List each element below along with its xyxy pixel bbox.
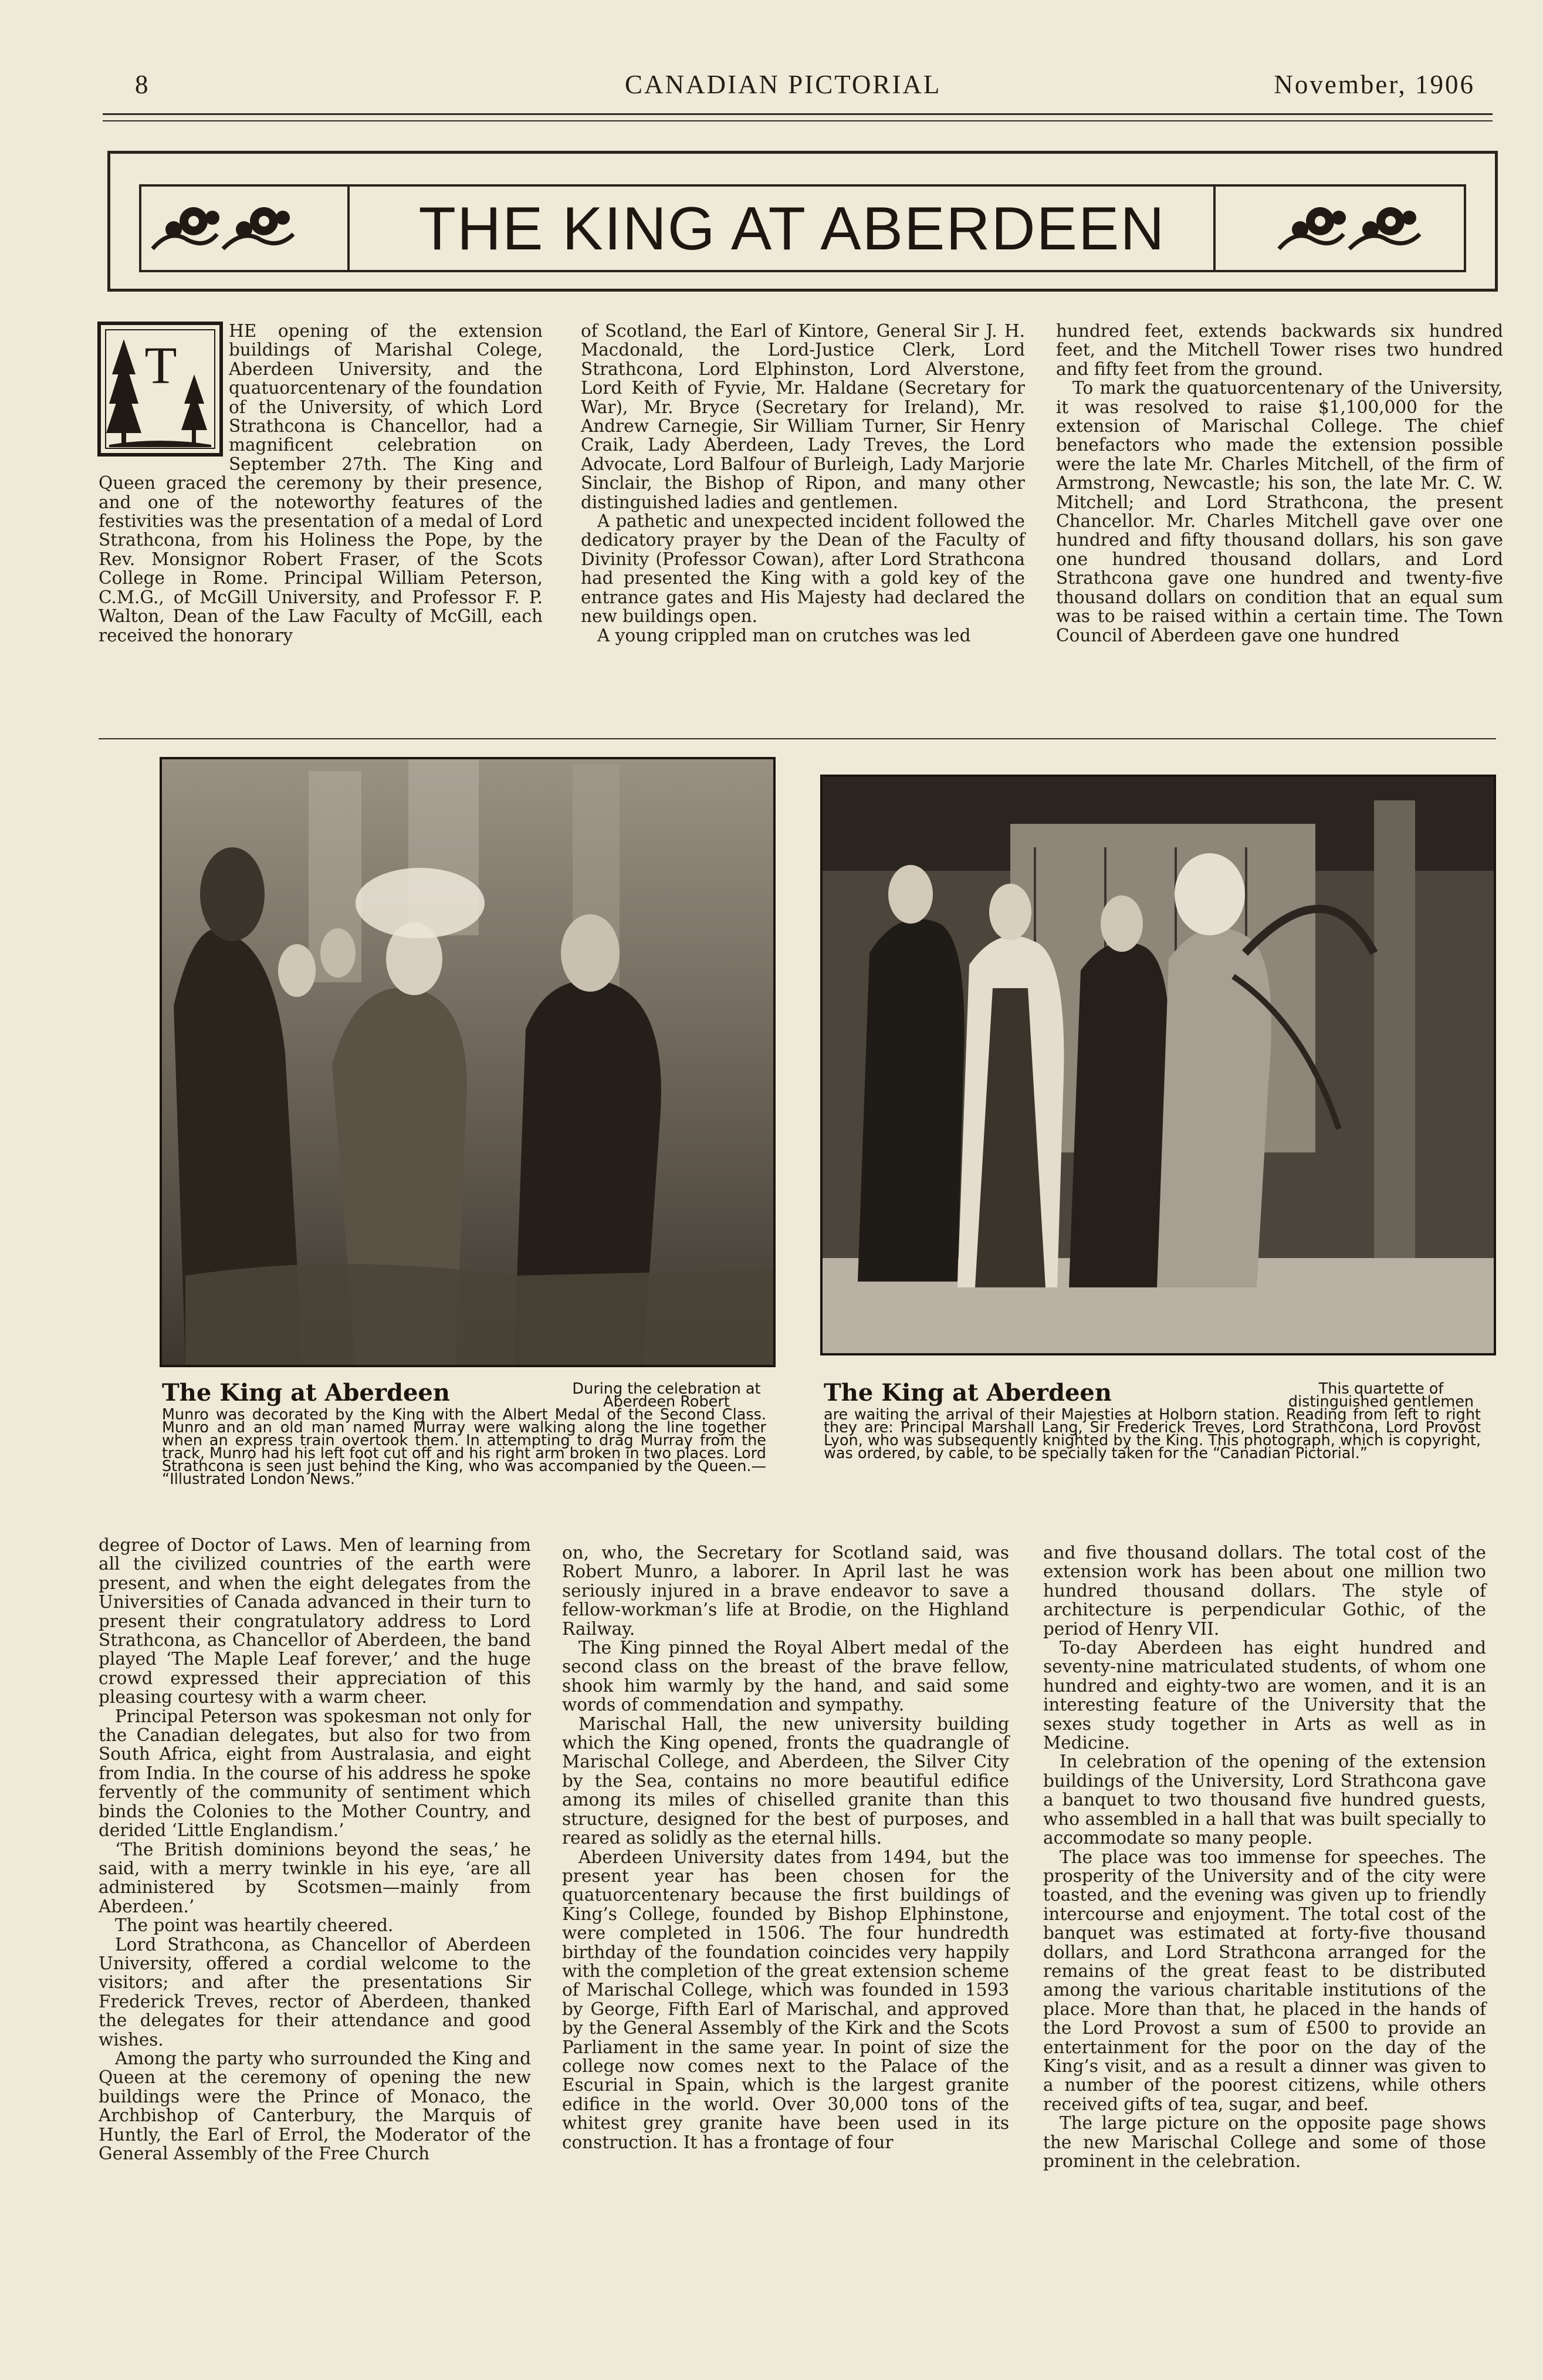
paragraph: HE opening of the extension buildings of Marishal Colege, Aberdeen University, and the quatuorcentenary of the foundation of the University, of which Lord Strathcona is Chancellor, had a magnificent celebration on September 27th. The King and Queen graced the ceremony by their presence, and one of the noteworthy features of the festivities was the presentation of a medal of Lord Strathcona, from his Holiness the Pope, by the Rev. Monsignor Robert Fraser, of the Scots College in Rome. Principal William Peterson, C.M.G., of McGill University, and Professor F. P. Walton, Dean of the Law Faculty of McGill, each received the honorary (99, 321, 543, 645)
banner-divider (1213, 184, 1216, 272)
article-column-bottom-2 (562, 1543, 1009, 2152)
issue-date: November, 1906 (1274, 70, 1475, 99)
banner-divider (347, 184, 350, 272)
paragraph: Marischal Hall, the new university building which the King opened, fronts the quadrangle of Marischal College, and Aberdeen, the Silver City by the Sea, contains no more beautiful edifice among its miles of chiselled granite than this structure, designed for the best of purposes, and reared as solidly as the eternal hills. (562, 1713, 1009, 1848)
paragraph: on, who, the Secretary for Scotland said, was Robert Munro, a laborer. In April last he was seriously injured in a brave endeavor to save a fellow-workman’s life at Brodie, on the Highland Railway. (562, 1543, 1009, 1639)
article-column-bottom-3 (1043, 1543, 1486, 2171)
paragraph: hundred feet, extends backwards six hundred feet, and the Mitchell Tower rises two hundred and fifty feet from the ground. (1056, 321, 1503, 379)
photo-king-decorating-munro (160, 757, 776, 1367)
paragraph: The place was too immense for speeches. The prosperity of the University and of the city were toasted, and the evening was given up to friendly intercourse and enjoyment. The total cost of the banquet was estimated at forty-five thousand dollars, and Lord Strathcona arranged for the remains of the great feast to be distributed among the various charitable institutions of the place. More than that, he placed in the hands of the Lord Provost a sum of £500 to provide an entertainment for the poor on the day of the King’s visit, and as a result a dinner was given to a number of the poorest citizens, while others received gifts of tea, sugar, and beef. (1043, 1847, 1486, 2114)
article-column-top-2 (581, 322, 1025, 645)
paragraph: The King pinned the Royal Albert medal of the second class on the breast of the brave fellow, shook him warmly by the hand, and said some words of commendation and sympathy. (562, 1638, 1009, 1715)
banner-title: THE KING AT ABERDEEN (418, 195, 1166, 263)
paragraph: The large picture on the opposite page shows the new Marischal College and some of those prominent in the celebration. (1043, 2113, 1486, 2171)
paragraph: Aberdeen University dates from 1494, but the present year has been chosen for the quatuorcentenary because the first buildings of King’s College, founded by Bishop Elphinstone, were completed in 1506. The four hundredth birthday of the foundation coincides very happily with the completion of the great extension scheme of Marischal College, which was founded in 1593 by George, Fifth Earl of Marischal, and approved by the General Assembly of the Kirk and the Scots Parliament in the same year. In point of size the college now comes next to the Palace of the Escurial in Spain, which is the largest granite edifice in the world. Over 30,000 tons of the whitest grey granite have been used in its construction. It has a frontage of four (562, 1847, 1009, 2152)
dropcap-letter: T (144, 337, 177, 395)
photo-caption-left (162, 1380, 766, 1486)
caption-lead: This quartette of distinguished gentlemen (1288, 1380, 1474, 1411)
paragraph: A pathetic and unexpected incident followed the dedicatory prayer by the Dean of the Faculty of Divinity (Professor Cowan), after Lord Strathcona had presented the King with a gold key of the entrance gates and His Majesty had declared the new buildings open. (581, 511, 1025, 627)
rose-ornament-icon (141, 187, 305, 270)
photo-caption-right (824, 1380, 1481, 1460)
paragraph: and five thousand dollars. The total cost of the extension work has been about one million two hundred thousand dollars. The style of architecture is perpendicular Gothic, of the period of Henry VII. (1043, 1543, 1486, 1639)
page-number: 8 (135, 70, 150, 99)
caption-title: The King at Aberdeen (824, 1379, 1112, 1407)
paragraph: To mark the quatuorcentenary of the University, it was resolved to raise $1,100,000 for the extension of Marischal College. The chief benefactors who made the extension possible were the late Mr. Charles Mitchell, of the firm of Armstrong, Newcastle; his son, the late Mr. C. W. Mitchell; and Lord Strathcona, the present Chancellor. Mr. Charles Mitchell gave over one hundred and fifty thousand dollars, his son gave one hundred thousand dollars, and Lord Strathcona gave one hundred and twenty-five thousand dollars on condition that an equal sum was to be raised within a certain time. The Town Council of Aberdeen gave one hundred (1056, 378, 1503, 645)
photo-quartette-gentlemen (820, 775, 1496, 1355)
caption-lead: During the celebration at Aberdeen Robert (572, 1380, 761, 1411)
article-column-bottom-1 (99, 1536, 531, 2163)
rose-ornament-icon (1267, 187, 1432, 270)
section-rule (99, 738, 1496, 739)
paragraph: In celebration of the opening of the extension buildings of the University, Lord Strathcona gave a banquet to two thousand five hundred guests, who assembled in a hall that was built specially to accommodate so many people. (1043, 1752, 1486, 1848)
header-rule-thin (103, 120, 1493, 121)
caption-title: The King at Aberdeen (162, 1379, 450, 1407)
paragraph: The point was heartily cheered. (115, 1915, 394, 1936)
paragraph: of Scotland, the Earl of Kintore, General Sir J. H. Macdonald, the Lord-Justice Clerk, Lord Strathcona, Lord Elphinston, Lord Alverstone, Lord Keith of Fyvie, Mr. Haldane (Secretary for War), Mr. Bryce (Secretary for Ireland), Mr. Andrew Carnegie, Sir William Turner, Sir Henry Craik, Lady Aberdeen, Lady Treves, the Lord Advocate, Lord Balfour of Burleigh, Lady Marjorie Sinclair, the Bishop of Ripon, and many other distinguished ladies and gentlemen. (581, 321, 1025, 512)
paragraph: A young crippled man on crutches was led (597, 625, 971, 645)
dropcap-initial (97, 322, 223, 457)
paragraph: ‘The British dominions beyond the seas,’ he said, with a merry twinkle in his eye, ‘are all administered by Scotsmen—mainly from Aberdeen.’ (99, 1839, 531, 1916)
paragraph: Lord Strathcona, as Chancellor of Aberdeen University, offered a cordial welcome to the visitors; and after the presentations Sir Frederick Treves, rector of Aberdeen, thanked the delegates for their attendance and good wishes. (99, 1934, 531, 2050)
paragraph: Principal Peterson was spokesman not only for the Canadian delegates, but also for two from South Africa, eight from Australasia, and eight from India. In the course of his address he spoke fervently of the community of sentiment which binds the Colonies to the Mother Country, and derided ‘Little Englandism.’ (99, 1706, 531, 1841)
paragraph: To-day Aberdeen has eight hundred and seventy-nine matriculated students, of whom one hundred and eighty-two are women, and it is an interesting feature of the University that the sexes study together in Arts as well as in Medicine. (1043, 1638, 1486, 1753)
article-column-top-1 (99, 322, 543, 645)
caption-body: are waiting the arrival of their Majesties at Holborn station. Reading from left to right they are: Principal Marshall Lang, Sir Frederick Treves, Lord Strathcona, Lord Provost Lyon, who was subsequently knighted by the King. This photograph, which is copyright, was ordered, by cable, to be specially taken for the “Canadian Pictorial.” (824, 1406, 1481, 1462)
header-rule (103, 113, 1493, 115)
caption-body: Munro was decorated by the King with the Albert Medal of the Second Class. Munro and an old man named Murray were walking along the line together when an express train overtook them. In attempting to drag Murray from the track, Munro had his left foot cut off and his right arm broken in two places. Lord Strathcona is seen just behind the King, who was accompanied by the Queen.— “Illustrated London News.” (162, 1406, 766, 1488)
paragraph: degree of Doctor of Laws. Men of learning from all the civilized countries of the earth were present, and when the eight delegates from the Universities of Canada advanced in their turn to present their congratulatory address to Lord Strathcona, as Chancellor of Aberdeen, the band played ‘The Maple Leaf forever,’ and the huge crowd expressed their appreciation of this pleasing courtesy with a warm cheer. (99, 1535, 531, 1708)
article-column-top-3 (1056, 322, 1503, 645)
publication-title: CANADIAN PICTORIAL (625, 70, 942, 99)
paragraph: Among the party who surrounded the King and Queen at the ceremony of opening the new buildings were the Prince of Monaco, the Archbishop of Canterbury, the Marquis of Huntly, the Earl of Errol, the Moderator of the General Assembly of the Free Church (99, 2048, 531, 2163)
